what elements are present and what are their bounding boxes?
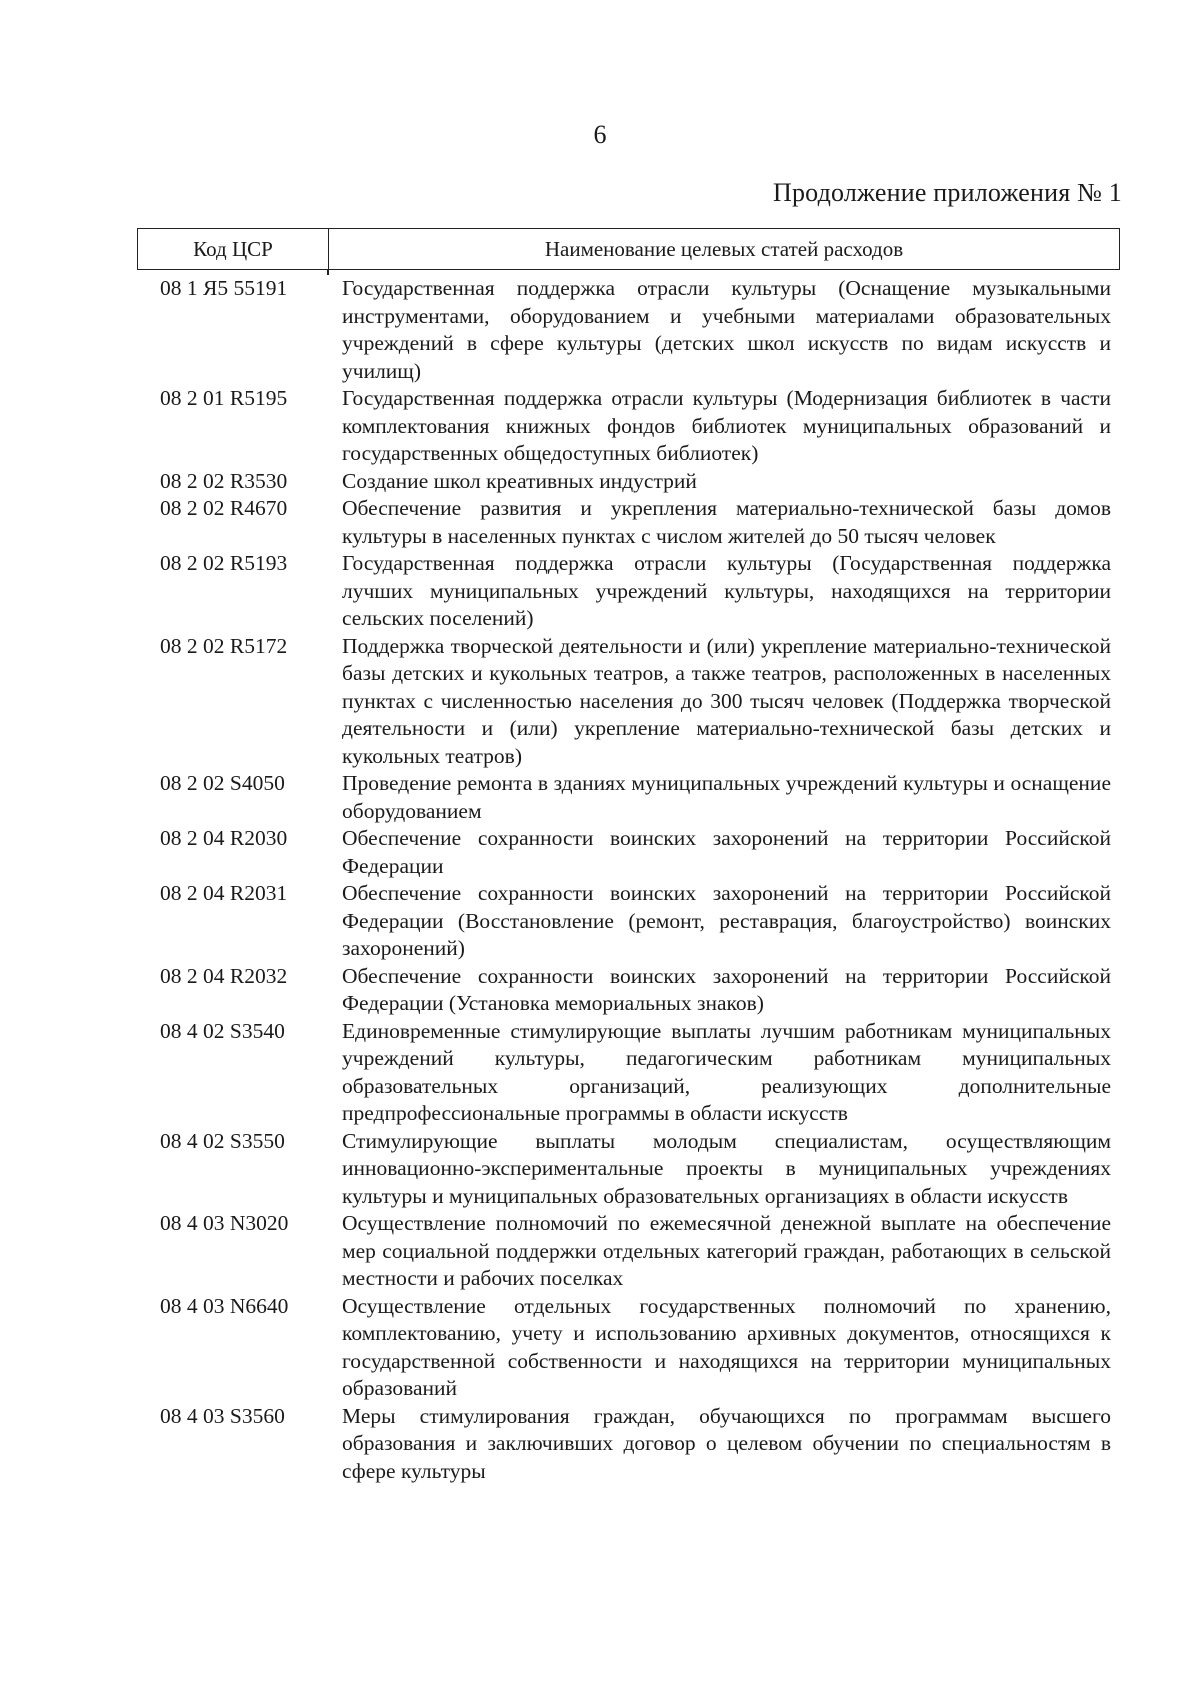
appendix-continuation-title: Продолжение приложения № 1 xyxy=(772,178,1122,207)
table-row xyxy=(137,1403,1120,1486)
table-body xyxy=(137,270,1120,1485)
table-row xyxy=(137,633,1120,771)
header-code: Код ЦСР xyxy=(138,229,329,269)
row-code: 08 1 Я5 55191 xyxy=(160,276,288,300)
table-header xyxy=(137,228,1120,270)
column-divider xyxy=(327,270,329,275)
row-name: Осуществление отдельных государственных полномочий по хранению, комплектованию, учету и использованию архивных документов, относящихся к государственной собственности и находящихся на территории муниципальных образований xyxy=(342,1293,1111,1400)
row-name: Обеспечение сохранности воинских захоронений на территории Российской Федерации (Восстановление (ремонт, реставрация, благоустройство) воинских захоронений) xyxy=(342,881,1111,960)
table-row xyxy=(137,770,1120,825)
table-row xyxy=(137,963,1120,1018)
table-row xyxy=(137,468,1120,496)
row-name: Государственная поддержка отрасли культуры (Государственная поддержка лучших муниципальных учреждений культуры, находящихся на территории сельских поселений) xyxy=(342,551,1111,630)
row-code: 08 2 04 R2031 xyxy=(160,881,288,905)
row-name: Государственная поддержка отрасли культуры (Оснащение музыкальными инструментами, оборудованием и учебными материалами образовательных учреждений в сфере культуры (детских школ искусств по видам искусств и училищ) xyxy=(342,276,1111,383)
row-code: 08 4 03 S3560 xyxy=(160,1403,285,1428)
page-number: 6 xyxy=(593,120,607,149)
row-code: 08 4 03 N6640 xyxy=(160,1293,289,1318)
row-name: Проведение ремонта в зданиях муниципальных учреждений культуры и оснащение оборудованием xyxy=(342,771,1111,823)
row-code: 08 2 01 R5195 xyxy=(160,386,288,410)
row-name: Создание школ креативных индустрий xyxy=(342,468,697,493)
row-name: Государственная поддержка отрасли культуры (Модернизация библиотек в части комплектования книжных фондов библиотек муниципальных образований и государственных общедоступных библиотек) xyxy=(342,386,1111,465)
row-name: Обеспечение сохранности воинских захоронений на территории Российской Федерации (Установка мемориальных знаков) xyxy=(342,963,1111,1015)
row-code: 08 2 04 R2032 xyxy=(160,963,288,988)
row-code: 08 4 03 N3020 xyxy=(160,1211,289,1235)
row-name: Поддержка творческой деятельности и (или) укрепление материально-технической базы детских и кукольных театров, а также театров, расположенных в населенных пунктах с численностью населения до 300 тысяч человек (Поддержка творческой деятельности и (или) укрепление материально-технической базы детских и кукольных театров) xyxy=(342,633,1111,768)
row-code: 08 2 04 R2030 xyxy=(160,826,288,850)
row-code: 08 4 02 S3550 xyxy=(160,1128,285,1153)
table-row xyxy=(137,1210,1120,1293)
header-name: Наименование целевых статей расходов xyxy=(544,236,904,261)
row-name: Осуществление полномочий по ежемесячной денежной выплате на обеспечение мер социальной поддержки отдельных категорий граждан, работающих в сельской местности и рабочих поселках xyxy=(342,1211,1111,1290)
table-row xyxy=(137,825,1120,880)
row-name: Стимулирующие выплаты молодым специалистам, осуществляющим инновационно-экспериментальные проекты в муниципальных учреждениях культуры и муниципальных образовательных организациях в области искусств xyxy=(342,1128,1111,1208)
table-row xyxy=(137,880,1120,963)
table-row xyxy=(137,1018,1120,1128)
table-row xyxy=(137,1293,1120,1403)
row-code: 08 2 02 R5172 xyxy=(160,633,288,658)
row-code: 08 2 02 R5193 xyxy=(160,551,288,575)
row-code: 08 2 02 R3530 xyxy=(160,468,288,493)
table-row xyxy=(137,495,1120,550)
row-name: Меры стимулирования граждан, обучающихся по программам высшего образования и заключивших договор о целевом обучении по специальностям в сфере культуры xyxy=(342,1403,1111,1483)
row-name: Единовременные стимулирующие выплаты лучшим работникам муниципальных учреждений культуры, педагогическим работникам муниципальных образовательных организаций, реализующих дополнительные предпрофессиональные программы в области искусств xyxy=(342,1018,1111,1125)
expense-items-table xyxy=(137,228,1120,1485)
row-name: Обеспечение сохранности воинских захоронений на территории Российской Федерации xyxy=(342,826,1111,878)
row-code: 08 2 02 S4050 xyxy=(160,771,285,795)
row-name: Обеспечение развития и укрепления материально-технической базы домов культуры в населенных пунктах с числом жителей до 50 тысяч человек xyxy=(342,496,1111,548)
table-row xyxy=(137,1128,1120,1211)
table-row xyxy=(137,385,1120,468)
table-row xyxy=(137,275,1120,385)
row-code: 08 4 02 S3540 xyxy=(160,1018,285,1043)
row-code: 08 2 02 R4670 xyxy=(160,496,288,520)
table-row xyxy=(137,550,1120,633)
